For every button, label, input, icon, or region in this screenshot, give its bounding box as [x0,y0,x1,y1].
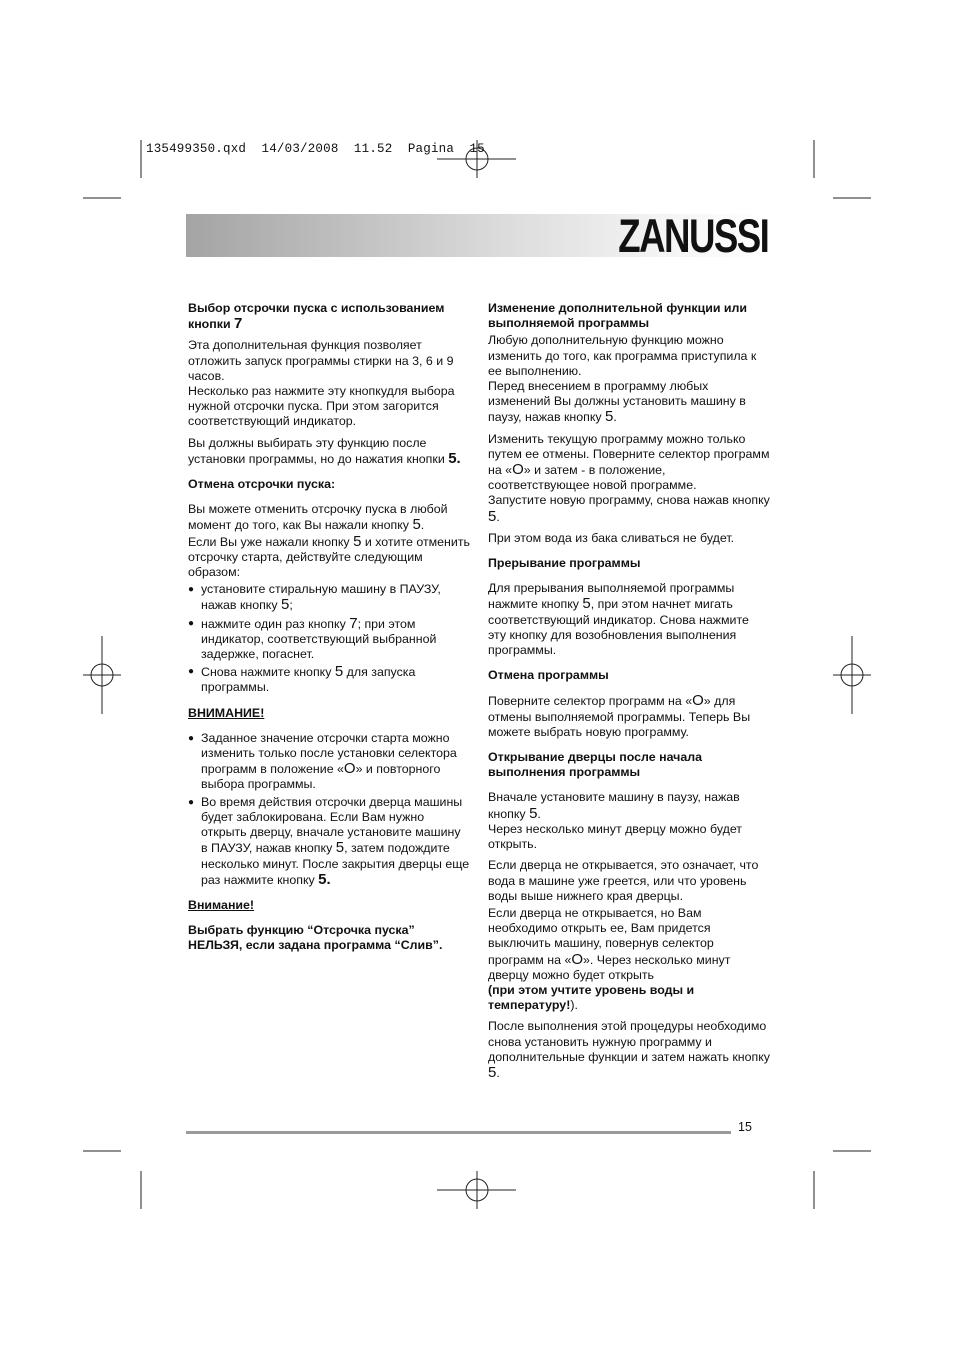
paragraph: Запустите новую программу, снова нажав кнопку 5. [488,493,770,525]
paragraph: Если дверца не открывается, но Вам необходимо открыть ее, Вам придется выключить машину, повернув селектор программ на «O». Через несколько минут дверцу можно будет открыть (при этом учтите уровень воды и температуру!). [488,905,731,1013]
paragraph: Эта дополнительная функция позволяет отложить запуск программы стирки на 3, 6 и 9 часов. Несколько раз нажмите эту кнопкудля выбора нужной отсрочки пуска. При этом загорится соответствующий индикатор. [188,338,455,429]
paragraph: Вы можете отменить отсрочку пуска в любой момент до того, как Вы нажали кнопку 5. [188,502,448,534]
list-item: ● Во время действия отсрочки дверца машины будет заблокирована. Если Вам нужно открыть дверцу, вначале установите машину в ПАУЗУ, нажав кнопку 5, затем подождите несколько минут. После закрытия дверцы еще раз нажмите кнопку 5. [188,795,470,888]
heading-attention: Внимание! [188,897,255,912]
paragraph: Если Вы уже нажали кнопку 5 и хотите отменить отсрочку старта, действуйте следующим образом: [188,532,470,580]
heading-open-door: Открывание дверцы после начала выполнения программы [488,750,702,780]
print-slug-line: 135499350.qxd 14/03/2008 11.52 Pagina 15 [146,142,485,156]
paragraph: Любую дополнительную функцию можно изменить до того, как программа приступила к ее выполнению. [488,333,757,378]
heading-cancel-program: Отмена программы [488,668,609,683]
right-column [488,301,770,1087]
footer-rule [186,1131,731,1134]
attention-note: Выбрать функцию “Отсрочка пуска” НЕЛЬЗЯ, если задана программа “Слив”. [188,923,443,953]
heading-pause-program: Прерывание программы [488,556,641,571]
heading-cancel-delay: Отмена отсрочки пуска: [188,477,336,492]
warning-list [188,731,470,888]
heading-change-option: Изменение дополнительной функции или выполняемой программы [488,301,747,331]
list-item: ● нажмите один раз кнопку 7; при этом индикатор, соответствующий выбранной задержке, погаснет. [188,616,470,663]
paragraph: Изменить текущую программу можно только путем ее отмены. Поверните селектор программ на «O» и затем - в положение, соответствующее новой программе. [488,431,770,493]
heading-warning: ВНИМАНИЕ! [188,705,265,720]
paragraph: После выполнения этой процедуры необходимо снова установить нужную программу и дополнительные функции и затем нажать кнопку 5. [488,1019,771,1081]
header-banner [186,209,768,262]
bullet-list [188,582,470,695]
paragraph: Поверните селектор программ на «O» для отмены выполняемой программы. Теперь Вы можете выбрать новую программу. [488,692,751,739]
paragraph: При этом вода из бака сливаться не будет. [488,530,735,545]
paragraph: Через несколько минут дверцу можно будет открыть. [488,821,742,852]
list-item: ● Снова нажмите кнопку 5 для запуска программы. [188,664,470,695]
brand-logo: ZANUSSI [618,209,768,262]
paragraph: Вначале установите машину в паузу, нажав кнопку 5. [488,790,740,822]
paragraph: Вы должны выбирать эту функцию после установки программы, но до нажатия кнопки 5. [188,435,461,467]
left-column [188,301,470,960]
list-item: ● Заданное значение отсрочки старта можно изменить только после установки селектора программ в положение «O» и повторного выбора программы. [188,731,470,793]
paragraph: Перед внесением в программу любых изменений Вы должны установить машину в паузу, нажав кнопку 5. [488,379,746,426]
paragraph: Если дверца не открывается, это означает, что вода в машине уже греется, или что уровень воды выше нижнего края дверцы. [488,858,759,903]
paragraph: Для прерывания выполняемой программы нажмите кнопку 5, при этом начнет мигать соответствующий индикатор. Снова нажмите эту кнопку для возобновления выполнения программы. [488,581,749,658]
list-item: ● установите стиральную машину в ПАУЗУ, нажав кнопку 5; [188,582,470,613]
page-number: 15 [738,1120,752,1134]
heading-delay-start: Выбор отсрочки пуска с использованием кнопки 7 [188,301,445,333]
